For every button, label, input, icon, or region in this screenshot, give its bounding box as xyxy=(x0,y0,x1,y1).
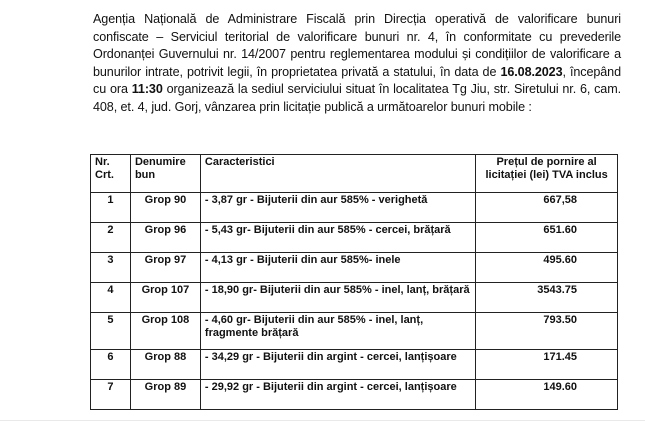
cell-caracteristici: - 29,92 gr - Bijuterii din argint - cercei, lanțișoare xyxy=(200,380,475,410)
cell-nr: 6 xyxy=(91,350,131,380)
table-row xyxy=(91,283,618,313)
cell-nr: 1 xyxy=(91,193,131,223)
table-row xyxy=(91,380,618,410)
cell-nr: 4 xyxy=(91,283,131,313)
intro-text-1: Agenția Națională de Administrare Fiscală prin Direcția operativă de valorificare bunuri confiscate – Serviciul teritorial de valorificare bunuri nr. 4, în conformitate cu prevederile Ordonanței Guvernului nr. 14/2007 pentru reglementarea modului și condițiilor de valorificare a bunurilor intrate, potrivit legii, în proprietatea privată a statului, în data de xyxy=(93,12,621,79)
header-pret: Prețul de pornire al licitației (lei) TVA inclus xyxy=(476,155,618,193)
header-nr: Nr. Crt. xyxy=(91,155,131,193)
cell-denumire: Grop 97 xyxy=(130,253,200,283)
cell-caracteristici: - 3,87 gr - Bijuterii din aur 585% - verighetă xyxy=(200,193,475,223)
cell-nr: 2 xyxy=(91,223,131,253)
goods-table xyxy=(90,154,618,410)
cell-denumire: Grop 96 xyxy=(130,223,200,253)
auction-date: 16.08.2023 xyxy=(500,64,563,79)
cell-pret: 495.60 xyxy=(476,253,618,283)
table-row xyxy=(91,223,618,253)
cell-nr: 7 xyxy=(91,380,131,410)
cell-denumire: Grop 88 xyxy=(130,350,200,380)
cell-denumire: Grop 108 xyxy=(130,313,200,350)
table-row xyxy=(91,193,618,223)
auction-time: 11:30 xyxy=(131,82,163,97)
announcement-paragraph xyxy=(93,11,621,117)
cell-caracteristici: - 18,90 gr- Bijuterii din aur 585% - inel, lanț, brățară xyxy=(200,283,475,313)
cell-pret: 149.60 xyxy=(476,380,618,410)
cell-caracteristici: - 4,13 gr - Bijuterii din aur 585%- inele xyxy=(200,253,475,283)
cell-pret: 171.45 xyxy=(476,350,618,380)
table-header-row xyxy=(91,155,618,193)
table-row xyxy=(91,313,618,350)
cell-denumire: Grop 89 xyxy=(130,380,200,410)
cell-caracteristici: - 5,43 gr- Bijuterii din aur 585% - cercei, brățară xyxy=(200,223,475,253)
header-denumire: Denumire bun xyxy=(130,155,200,193)
cell-pret: 793.50 xyxy=(476,313,618,350)
cell-pret: 667,58 xyxy=(476,193,618,223)
cell-denumire: Grop 107 xyxy=(130,283,200,313)
cell-pret: 3543.75 xyxy=(476,283,618,313)
table-row xyxy=(91,253,618,283)
cell-caracteristici: - 34,29 gr - Bijuterii din argint - cercei, lanțișoare xyxy=(200,350,475,380)
table-row xyxy=(91,350,618,380)
page-divider xyxy=(0,420,645,421)
cell-denumire: Grop 90 xyxy=(130,193,200,223)
cell-nr: 3 xyxy=(91,253,131,283)
cell-caracteristici: - 4,60 gr- Bijuterii din aur 585% - inel, lanț, fragmente brățară xyxy=(200,313,475,350)
cell-pret: 651.60 xyxy=(476,223,618,253)
cell-nr: 5 xyxy=(91,313,131,350)
intro-text-3: organizează la sediul serviciului situat în localitatea Tg Jiu, str. Siretului nr. 6, cam. 408, et. 4, jud. Gorj, vânzarea prin licitație publică a următoarelor bunuri mobile : xyxy=(93,82,621,114)
intro-text-2: , începând cu ora xyxy=(93,64,621,97)
header-caracteristici: Caracteristici xyxy=(200,155,475,193)
